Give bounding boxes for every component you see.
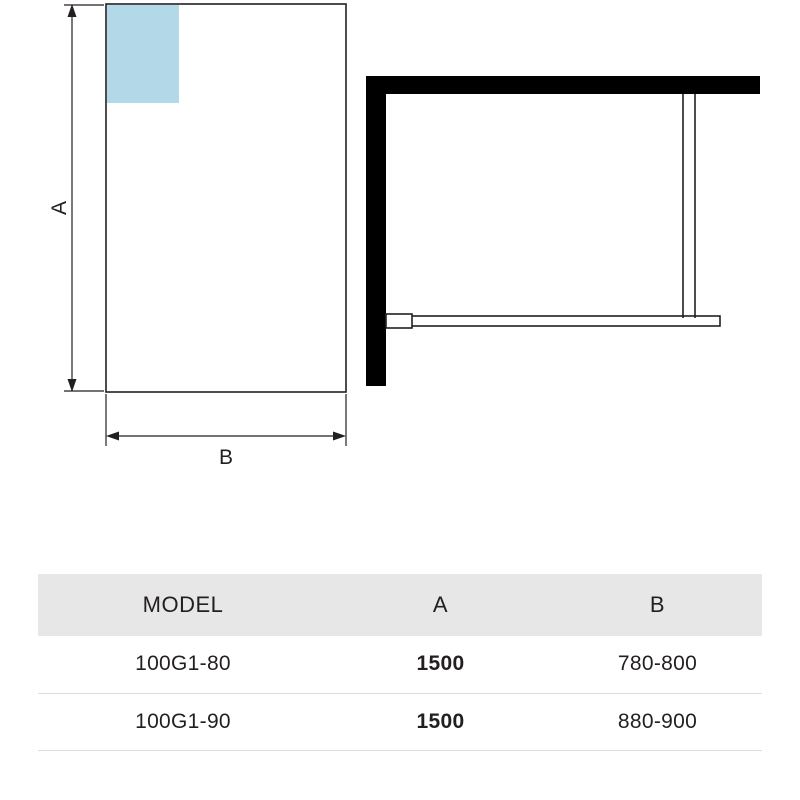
cell-b: 780-800 [617,652,698,676]
side-view-wall-bracket [386,314,412,328]
table-header-a: A [432,592,449,617]
glass-tint-swatch [107,5,179,103]
specification-table [38,574,762,751]
cell-model: 100G1-90 [135,709,231,733]
dimension-arrow-b-left [106,432,119,441]
table-header-row [38,574,762,636]
label-dimension-b: B [218,446,234,469]
table-header-b: B [649,592,666,617]
table-row [38,693,762,750]
cell-b: 880-900 [617,709,698,733]
cell-model: 100G1-80 [135,652,231,676]
label-dimension-a: A [48,200,71,216]
table-row [38,636,762,693]
side-view-support-bar [386,316,720,326]
dimension-arrow-a-top [68,4,77,17]
side-view-wall-top [366,76,760,94]
dimension-arrow-a-bottom [68,379,77,392]
cell-a: 1500 [416,709,465,733]
dimension-arrow-b-right [333,432,346,441]
cell-a: 1500 [416,652,465,676]
side-view-wall-left [366,76,386,386]
table-header-model: MODEL [142,592,224,617]
